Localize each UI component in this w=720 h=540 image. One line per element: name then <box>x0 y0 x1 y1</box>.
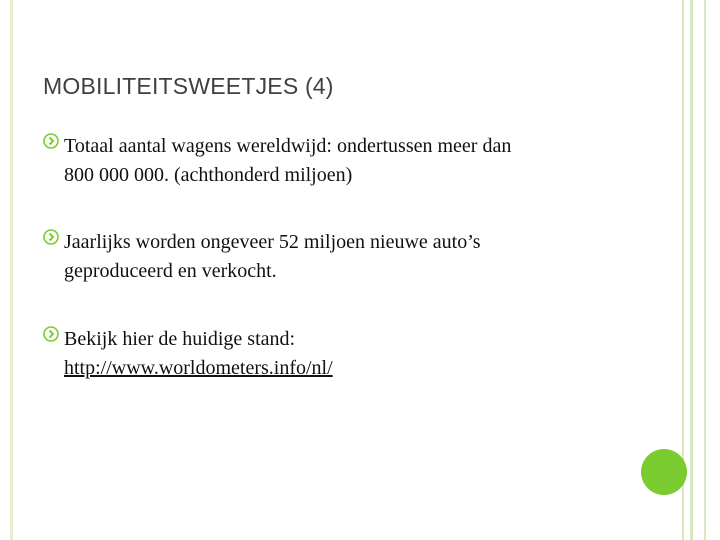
bullet-text <box>64 132 644 190</box>
decorative-green-circle <box>641 449 687 495</box>
frame-line-right-middle <box>690 0 693 540</box>
bullet-diamond-icon <box>43 133 59 149</box>
worldometers-link[interactable]: http://www.worldometers.info/nl/ <box>64 357 333 379</box>
bullet-text <box>64 325 644 383</box>
bullet-line: geproduceerd en verkocht. <box>64 260 277 282</box>
bullet-line: Jaarlijks worden ongeveer 52 miljoen nieuwe auto’s <box>64 231 481 253</box>
bullet-line: Bekijk hier de huidige stand: <box>64 328 296 350</box>
slide-title: MOBILITEITSWEETJES (4) <box>43 73 334 99</box>
bullet-diamond-icon <box>43 229 59 245</box>
frame-line-right-outer <box>704 0 706 540</box>
bullet-line: 800 000 000. (achthonderd miljoen) <box>64 164 353 186</box>
frame-line-left <box>10 0 13 540</box>
bullet-text <box>64 228 644 286</box>
bullet-diamond-icon <box>43 326 59 342</box>
bullet-line: Totaal aantal wagens wereldwijd: ondertussen meer dan <box>64 135 512 157</box>
